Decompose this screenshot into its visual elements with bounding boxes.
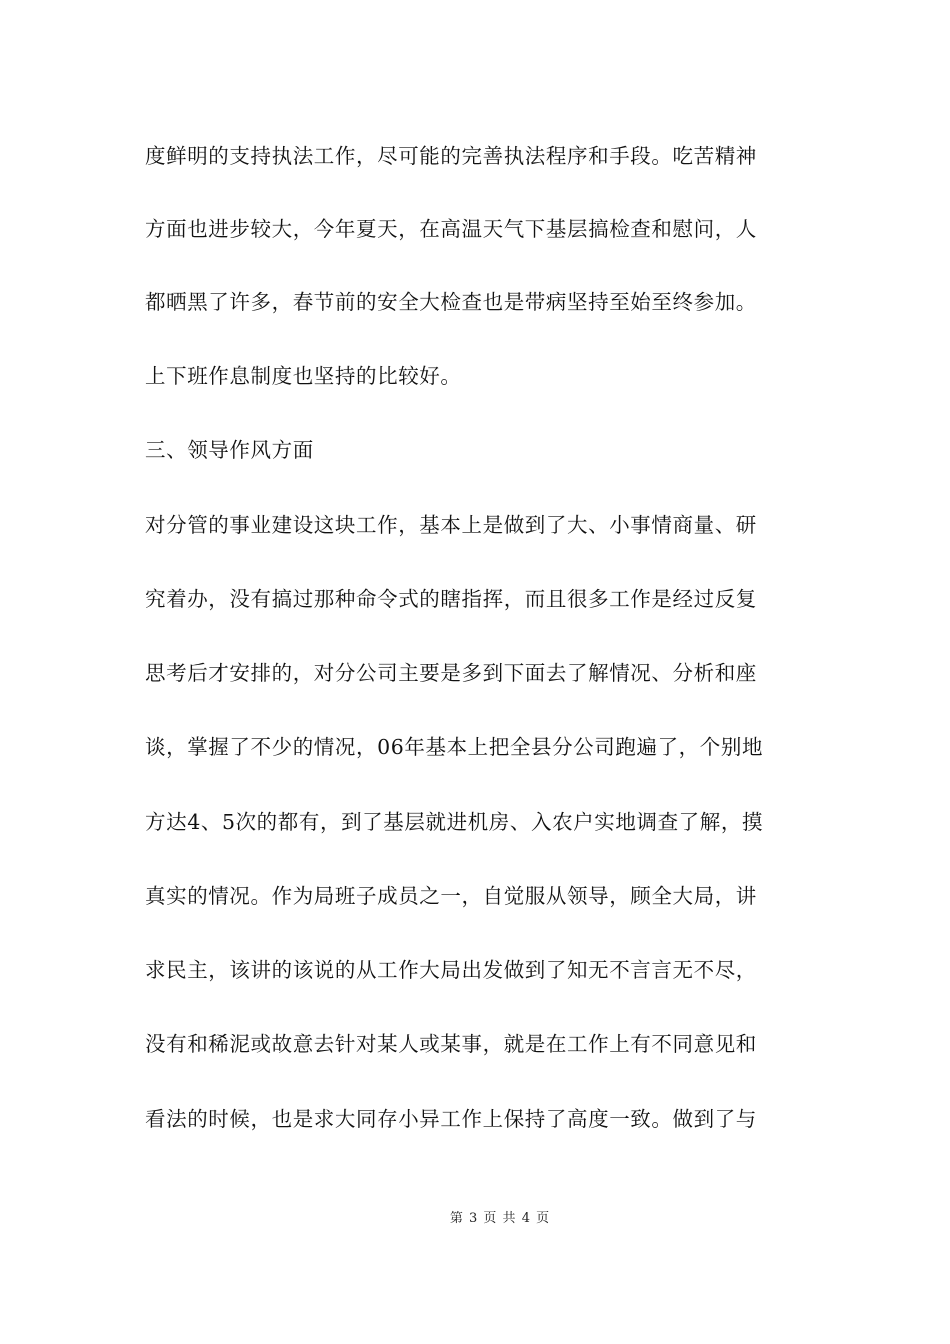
paragraph-line: 谈，掌握了不少的情况，06年基本上把全县分公司跑遍了，个别地 <box>145 735 764 759</box>
paragraph-line: 看法的时候，也是求大同存小异工作上保持了高度一致。做到了与 <box>145 1107 757 1131</box>
paragraph-line: 没有和稀泥或故意去针对某人或某事，就是在工作上有不同意见和 <box>145 1032 757 1056</box>
paragraph-line: 方达4、5次的都有，到了基层就进机房、入农户实地调查了解，摸 <box>145 810 764 834</box>
paragraph-line: 究着办，没有搞过那种命令式的瞎指挥，而且很多工作是经过反复 <box>145 587 757 611</box>
section-heading: 三、领导作风方面 <box>145 438 314 462</box>
page-footer <box>0 1207 950 1226</box>
paragraph-line: 上下班作息制度也坚持的比较好。 <box>145 364 462 388</box>
paragraph-line: 对分管的事业建设这块工作，基本上是做到了大、小事情商量、研 <box>145 513 757 537</box>
page-number: 第 3 页 共 4 页 <box>449 1211 551 1226</box>
paragraph-line: 都晒黑了许多，春节前的安全大检查也是带病坚持至始至终参加。 <box>145 290 757 314</box>
paragraph-line: 方面也进步较大，今年夏天，在高温天气下基层搞检查和慰问，人 <box>145 217 757 241</box>
paragraph-line: 思考后才安排的，对分公司主要是多到下面去了解情况、分析和座 <box>145 661 757 685</box>
paragraph-line: 度鲜明的支持执法工作，尽可能的完善执法程序和手段。吃苦精神 <box>145 144 757 168</box>
paragraph-line: 求民主，该讲的该说的从工作大局出发做到了知无不言言无不尽， <box>145 958 757 982</box>
paragraph-line: 真实的情况。作为局班子成员之一，自觉服从领导，顾全大局，讲 <box>145 884 757 908</box>
